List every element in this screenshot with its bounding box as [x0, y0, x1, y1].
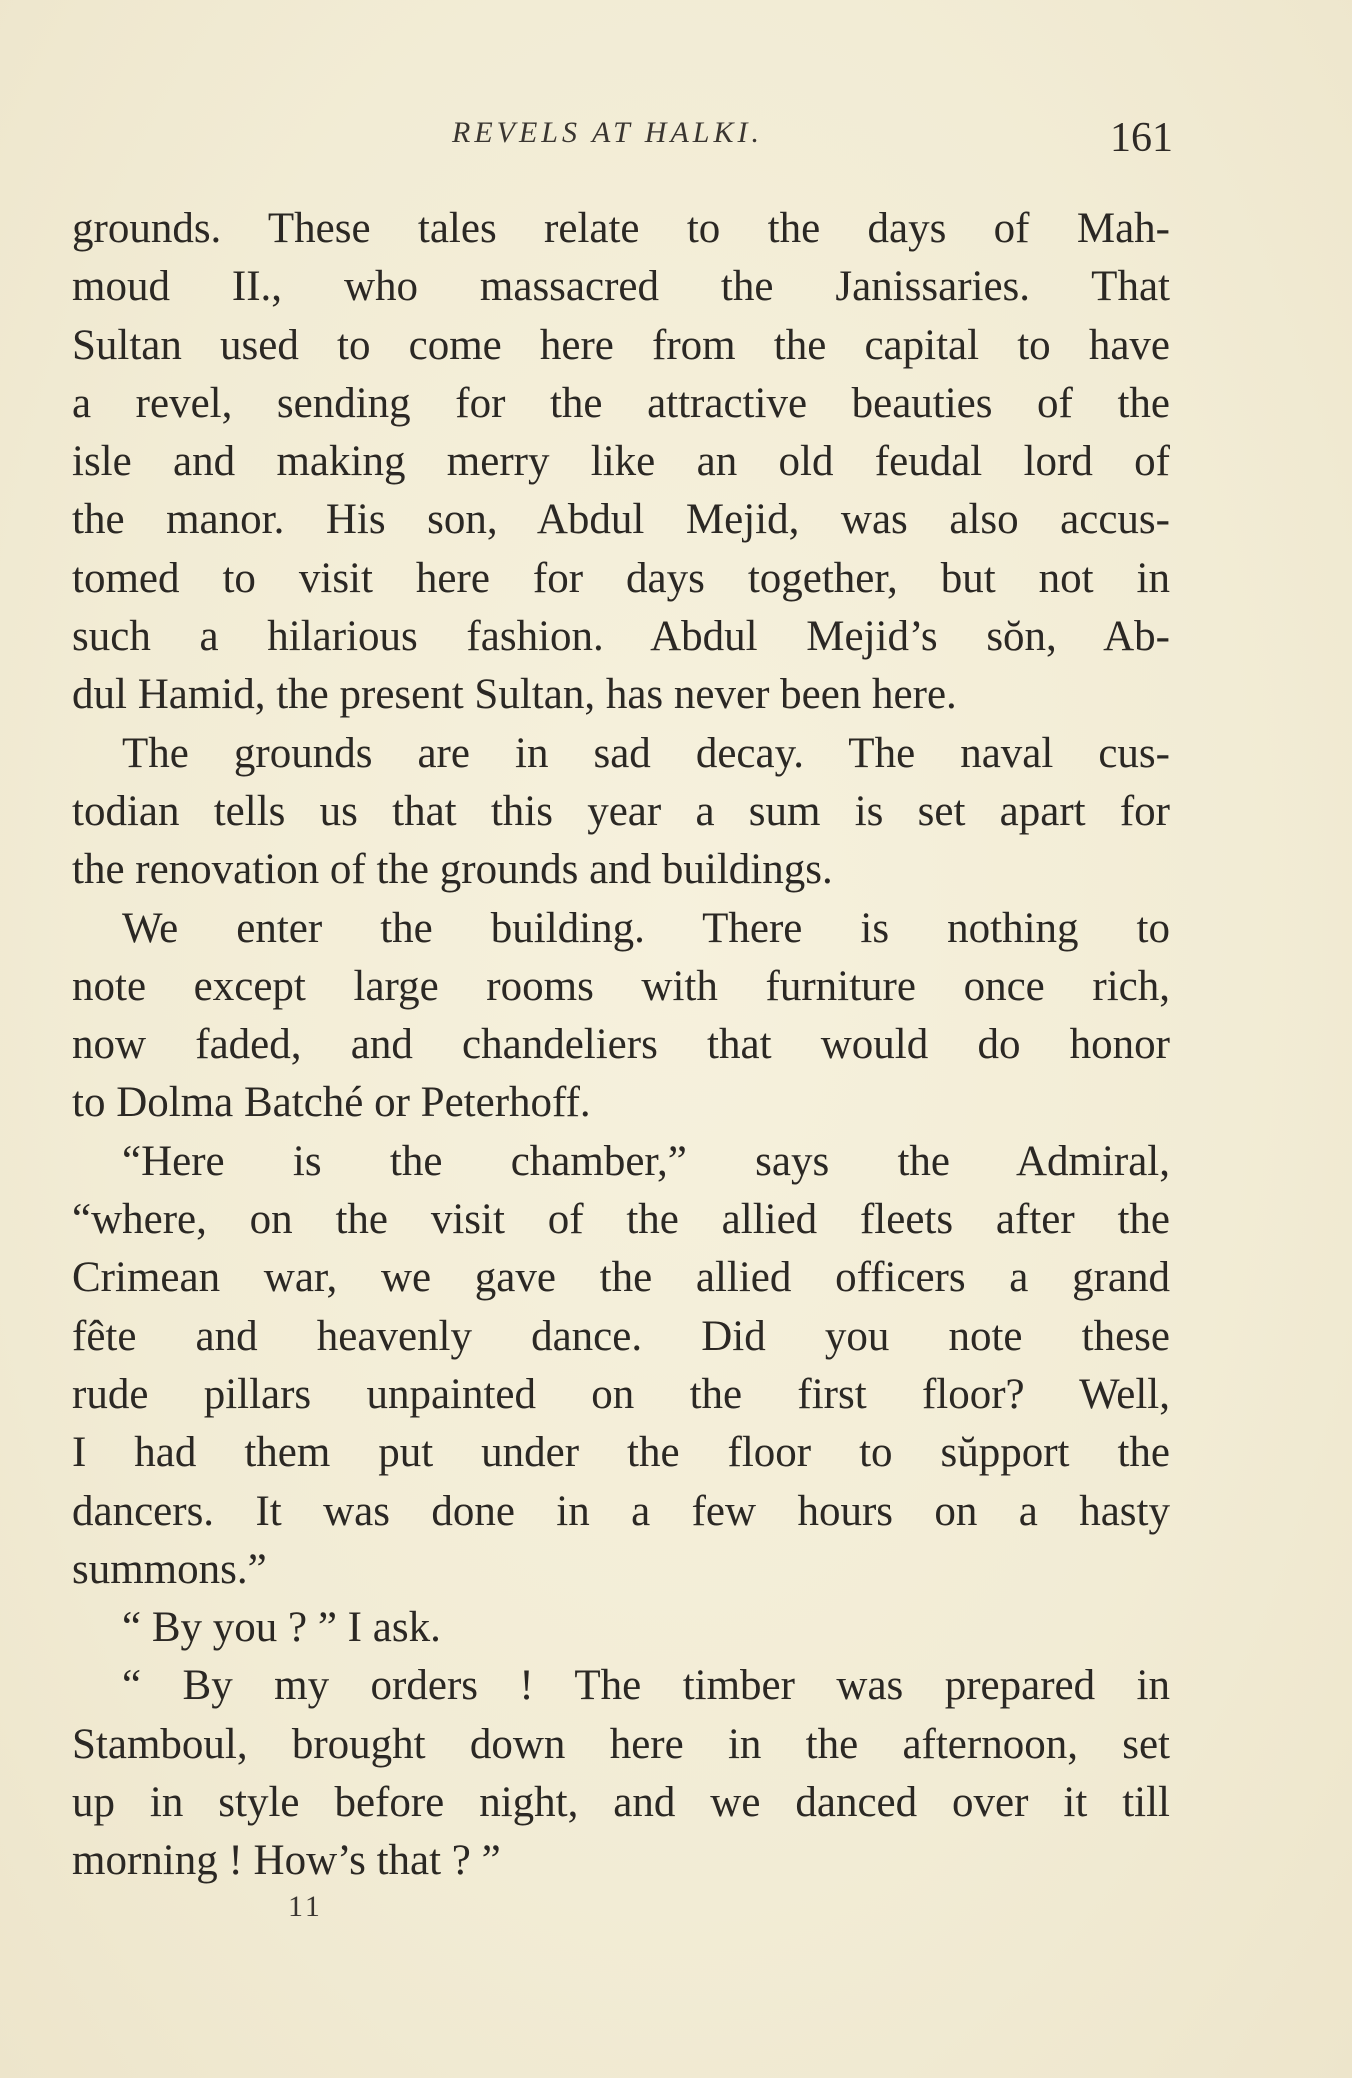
page-number: 161: [1110, 115, 1173, 161]
text-line: grounds. These tales relate to the days of Mah-: [72, 205, 1170, 252]
text-line: fête and heavenly dance. Did you note these: [72, 1312, 1170, 1360]
text-line: “ By my orders ! The timber was prepared in: [122, 1662, 1170, 1710]
text-line: tomed to visit here for days together, but not in: [72, 554, 1170, 602]
text-line: up in style before night, and we danced over it till: [72, 1779, 1170, 1827]
text-line: to Dolma Batché or Peterhoff.: [72, 1079, 591, 1127]
text-line: “ By you ? ” I ask.: [122, 1604, 441, 1652]
text-line: Stamboul, brought down here in the afternoon, set: [72, 1720, 1170, 1768]
text-line: summons.”: [72, 1545, 267, 1593]
text-line: rude pillars unpainted on the first floor? Well,: [72, 1370, 1170, 1418]
text-line: now faded, and chandeliers that would do honor: [72, 1021, 1170, 1069]
running-head: [0, 112, 1352, 162]
text-line: dancers. It was done in a few hours on a hasty: [72, 1487, 1170, 1535]
signature-mark: 11: [288, 1890, 323, 1923]
running-title: REVELS AT HALKI.: [452, 116, 763, 149]
body-text: [72, 200, 1170, 1891]
text-line: dul Hamid, the present Sultan, has never been here.: [72, 671, 957, 719]
text-line: note except large rooms with furniture once rich,: [72, 962, 1170, 1010]
text-line: We enter the building. There is nothing to: [122, 904, 1170, 952]
text-line: such a hilarious fashion. Abdul Mejid’s sŏn, Ab-: [72, 613, 1170, 661]
text-line: isle and making merry like an old feudal lord of: [72, 438, 1170, 486]
text-line: Crimean war, we gave the allied officers a grand: [72, 1254, 1170, 1302]
text-line: “where, on the visit of the allied fleets after the: [72, 1196, 1170, 1244]
text-line: moud II., who massacred the Janissaries. That: [72, 263, 1170, 311]
text-line: I had them put under the floor to sŭpport the: [72, 1429, 1170, 1477]
text-line: a revel, sending for the attractive beauties of the: [72, 379, 1170, 427]
text-line: Sultan used to come here from the capital to have: [72, 321, 1170, 369]
text-line: the manor. His son, Abdul Mejid, was also accus-: [72, 496, 1170, 544]
text-line: morning ! How’s that ? ”: [72, 1837, 501, 1885]
text-line: the renovation of the grounds and buildings.: [72, 846, 833, 894]
text-line: The grounds are in sad decay. The naval cus-: [122, 729, 1170, 777]
text-line: todian tells us that this year a sum is set apart for: [72, 787, 1170, 835]
text-line: “Here is the chamber,” says the Admiral,: [122, 1137, 1170, 1185]
